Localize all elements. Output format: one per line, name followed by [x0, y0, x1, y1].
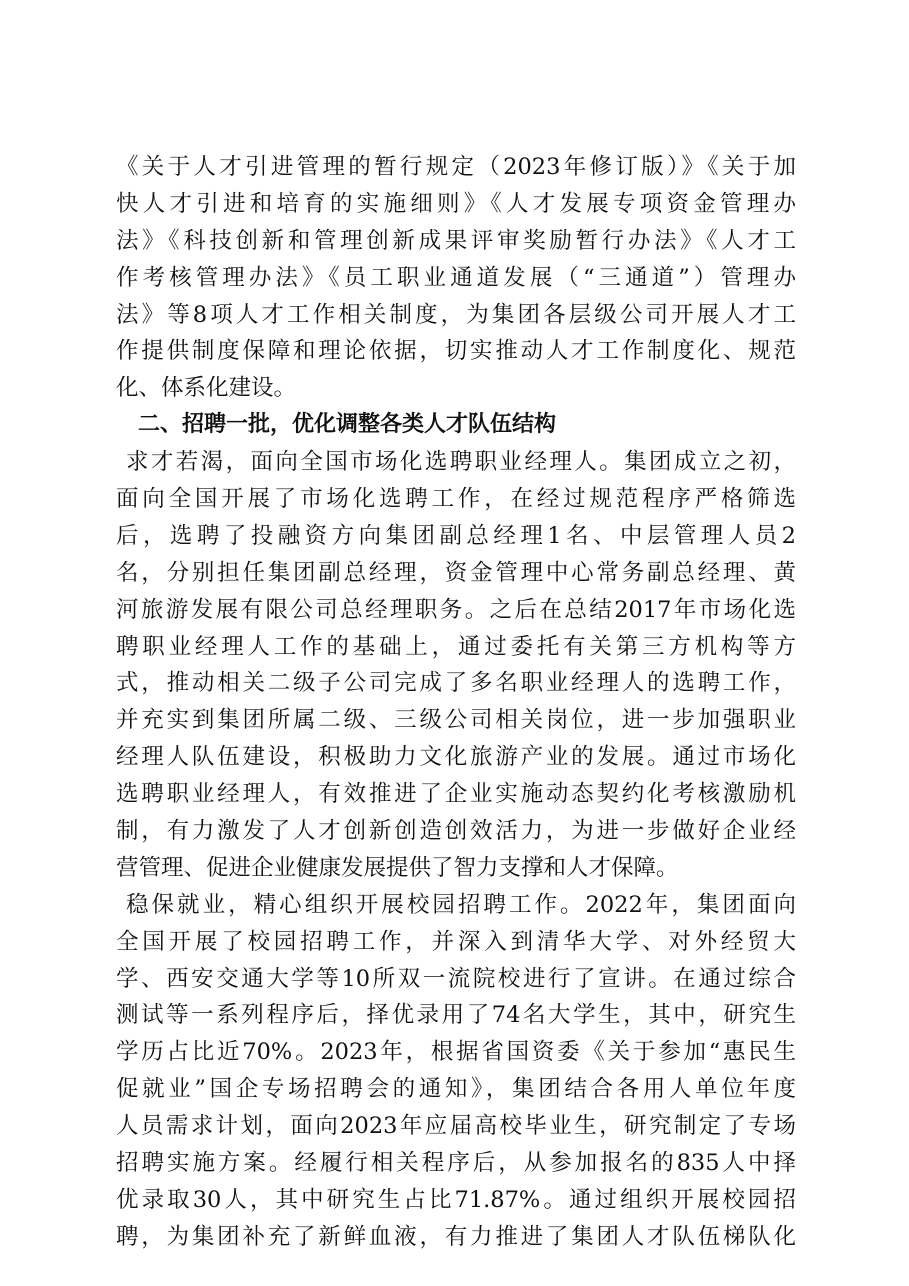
text-line: 优录取30人，其中研究生占比71.87%。通过组织开展校园招 [116, 1186, 796, 1213]
text-line: 学、西安交通大学等10所双一流院校进行了宣讲。在通过综合 [116, 965, 796, 992]
text-line: 法》《科技创新和管理创新成果评审奖励暂行办法》《人才工 [116, 227, 796, 254]
text-line: 快人才引进和培育的实施细则》《人才发展专项资金管理办 [116, 190, 796, 217]
text-line: 促就业”国企专场招聘会的通知》，集团结合各用人单位年度 [116, 1076, 796, 1103]
paragraph-campus-recruitment [116, 887, 796, 1256]
paragraph-regulations [116, 149, 796, 407]
paragraph-manager-recruitment [116, 444, 796, 887]
text-line: 选聘职业经理人，有效推进了企业实施动态契约化考核激励机 [116, 781, 796, 808]
text-line: 并充实到集团所属二级、三级公司相关岗位，进一步加强职业 [116, 707, 796, 734]
text-line: 人员需求计划，面向2023年应届高校毕业生，研究制定了专场 [116, 1113, 796, 1140]
text-line: 营管理、促进企业健康发展提供了智力支撑和人才保障。 [116, 854, 679, 881]
text-line: 招聘实施方案。经履行相关程序后，从参加报名的835人中择 [116, 1150, 796, 1177]
text-line: 求才若渴，面向全国市场化选聘职业经理人。集团成立之初， [126, 449, 796, 476]
text-line: 化、体系化建设。 [116, 375, 297, 402]
text-line: 名，分别担任集团副总经理，资金管理中心常务副总经理、黄 [116, 559, 796, 586]
text-line: 测试等一系列程序后，择优录用了74名大学生，其中，研究生 [116, 1002, 796, 1029]
text-line: 作考核管理办法》《员工职业通道发展（“三通道”）管理办 [116, 264, 796, 291]
text-line: 作提供制度保障和理论依据，切实推动人才工作制度化、规范 [116, 338, 796, 365]
text-line: 法》等8项人才工作相关制度，为集团各层级公司开展人才工 [116, 301, 796, 328]
text-line: 《关于人才引进管理的暂行规定（2023年修订版）》《关于加 [116, 154, 796, 180]
text-line: 学历占比近70%。2023年，根据省国资委《关于参加“惠民生 [116, 1039, 796, 1066]
text-line: 后，选聘了投融资方向集团副总经理1名、中层管理人员2 [116, 522, 796, 549]
text-line: 经理人队伍建设，积极助力文化旅游产业的发展。通过市场化 [116, 744, 796, 771]
text-line: 聘职业经理人工作的基础上，通过委托有关第三方机构等方 [116, 633, 796, 660]
text-line: 全国开展了校园招聘工作，并深入到清华大学、对外经贸大 [116, 928, 796, 955]
section-heading: 二、招聘一批，优化调整各类人才队伍结构 [138, 412, 557, 438]
text-line: 制，有力激发了人才创新创造创效活力，为进一步做好企业经 [116, 818, 796, 845]
text-line: 稳保就业，精心组织开展校园招聘工作。2022年，集团面向 [126, 891, 796, 918]
text-line: 河旅游发展有限公司总经理职务。之后在总结2017年市场化选 [116, 596, 796, 623]
body-text [116, 149, 796, 1256]
text-line: 聘，为集团补充了新鲜血液，有力推进了集团人才队伍梯队化 [116, 1223, 796, 1250]
text-line: 面向全国开展了市场化选聘工作，在经过规范程序严格筛选 [116, 486, 796, 513]
text-line: 式，推动相关二级子公司完成了多名职业经理人的选聘工作， [116, 670, 796, 697]
